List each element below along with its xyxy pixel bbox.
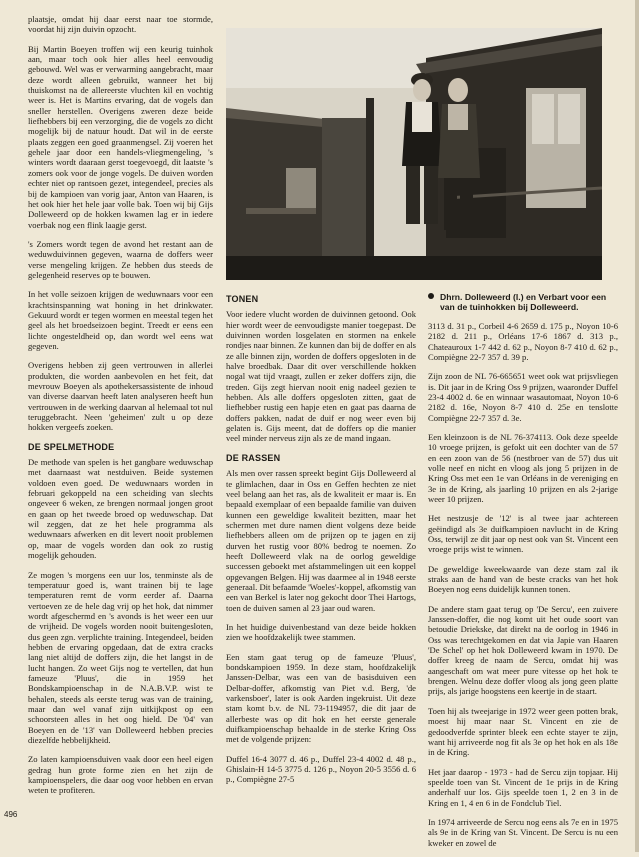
paragraph: De geweldige kweekwaarde van deze stam zal ik straks aan de hand van de beste cracks van het hok Boeyen nog eens duidelijk kunnen tonen. (428, 563, 618, 595)
paragraph: In 1974 arriveerde de Sercu nog eens als 7e en in 1975 als 9e in de Kring van St. Vincent. De Sercu is nu een kweker en zowel de (428, 816, 618, 848)
paragraph: Overigens hebben zij geen vertrouwen in allerlei produkten, die worden aanbevolen en het feit, dat mevrouw Boeyen als apothekersassistente de inhoud van diverse daarvan heeft laten analyseren heeft hun vertrouwen in de werking daarvan al helemaal tot nul teruggebracht. Neen 'geheimen' zult u op deze hokken vergeefs zoeken. (28, 360, 213, 433)
loft-photo-illustration (226, 28, 602, 280)
section-heading-tonen: TONEN (226, 294, 259, 304)
photo-caption-text: Dhrn. Dolleweerd (l.) en Verbart voor een van de tuinhokken bij Dolleweerd. (440, 292, 607, 313)
paragraph: De methode van spelen is het gangbare weduwschap met daarnaast wat nestduiven. Beide systemen voldoen even goed. De weduwnaars worden in februari gekoppeld na een scheiding van slechts ongeveer 6 weken, ze brengen normaal jongen groot en gaan op het tweede broed op weduwschap. Dat wil zeggen, dat ze het hele programma als weduwnaars afwerken en dit levert nooit problemen op, maar de vogels worden dan ook zo rustig mogelijk gehouden. (28, 457, 213, 561)
paragraph: De andere stam gaat terug op 'De Sercu', een zuivere Janssen-doffer, die nog komt uit het oude soort van betoudie Driekske, dat direkt na de oorlog in 1946 in Oss was terechtgekomen en dat via Japie van Haaren 'De Schel' op het hok Dolleweerd kwam in 1970. De doffer kreeg de naam de Sercu, omdat hij was aangeschaft om wat meer pure vitesse op het hok te brengen. Welnu deze doffer vloog als jong geen platte prijs, als jarige hoogstens een keertje in de staart. (428, 603, 618, 697)
page-number: 496 (4, 810, 18, 819)
paragraph: Toen hij als tweejarige in 1972 weer geen potten brak, moest hij maar naar St. Vincent en zie de gedoodverfde sprinter bleek een echte stayer te zijn, want hij arriveerde nog fit als 3e op het hok en als 18e in de Kring. (428, 705, 618, 758)
section-heading-rassen: DE RASSEN (226, 452, 281, 463)
paragraph: Duffel 16-4 3077 d. 46 p., Duffel 23-4 4002 d. 48 p., Ghislain-H 14-5 3775 d. 126 p., Noyon 20-5 3556 d. 6 p., Compiègne 27-5 (226, 753, 416, 785)
paragraph: Ze mogen 's morgens een uur los, tenminste als de temperatuur goed is, want trainen bij te lage temperaturen remt de vorm eerder af. Daarna vertoeven ze de hele dag vrij op het hok, dat nimmer wordt afgeschermd en 's avonds is het weer een uur de vrijheid. De vogels worden nooit buitengesloten, dus geen zgn. verplichte training. Integendeel, beiden hebben de ervaring opgedaan, dat de extra cracks lang niet altijd de doffers zijn, die het langst in de lucht hangen. Zo weet Gijs nog te vertellen, dat hun fameuze 'Pluus', die in 1959 het Bondskampioenschap in de N.A.B.V.P. wist te behalen, steeds als eerste terug was van de training, maar dan wel vanaf zijn uitkijkpost op een schoorsteen alles in het oog hield. De '04' van Boeyen en de '13' van Dolleweerd hebben precies diezelfde hebbelijkheid. (28, 569, 213, 745)
paragraph: Zijn zoon de NL 76-665651 weet ook wat prijsvliegen is. Dit jaar in de Kring Oss 9 prijzen, waaronder Duffel 23-4 4002 d. 6e en winnaar wasautomaat, Noyon 10-6 2182 d. 16e, Noyon 8-7 410 d. 25e en tenslotte Compiègne 22-7 357 d. 3e. (428, 371, 618, 423)
column-right (428, 292, 618, 857)
paragraph: Bij Martin Boeyen troffen wij een keurig tuinhok aan, maar toch ook hier alles heel eenvoudig gebouwd. Wel was er verwarming aangebracht, maar deze wordt alleen gebruikt, wanneer het bij thuiskomst na de allereerste vluchten kil en vochtig weer is. Het is Martins ervaring, dat de vogels dan sneller herstellen. Overigens zweren deze beide liefhebbers bij een verzorging, die de vogels zo dicht mogelijk bij de natuur houdt. Dat wil in de eerste plaats zeggen een goed graanmengsel. Zij voeren het gehele jaar door een handels-vliegmengeling, 's winters wordt daaraan gerst toegevoegd, dit laatste 's zomers ook voor de jonge vogels. De duiven worden echter niet op rantsoen gezet, integendeel, precies als bij de kampioen van vorig jaar, Anton van Haaren, is het ook hier het hele jaar volle bak. Toen wij bij Gijs Dolleweerd op de hokken kwamen lag er in iedere voerbak nog een flink laagje gerst. (28, 43, 213, 230)
photo-caption (428, 292, 618, 313)
paragraph: Zo laten kampioensduiven vaak door een heel eigen gedrag hun grote forme zien en het zijn de kampioenspelers, die daar oog voor hebben en ervan weten te profiteren. (28, 754, 213, 796)
paragraph: plaatsje, omdat hij daar eerst naar toe stormde, voordat hij zijn duivin opzocht. (28, 14, 213, 35)
bullet-icon (428, 293, 434, 299)
column-middle (226, 292, 416, 794)
paragraph: In het huidige duivenbestand van deze beide hokken zien we hoofdzakelijk twee stammen. (226, 621, 416, 643)
paragraph: Voor iedere vlucht worden de duivinnen getoond. Ook hier wordt weer de eenvoudigste manier toegepast. De duivinnen worden losgelaten en stormen na enkele rondjes naar binnen. Ze kunnen dan bij de doffer en als ze alle binnen zijn, worden de doffers opgesloten in de halve broedbak. Daar dit over verschillende hokken nogal wat tijd vraagt, zullen er zeker doffers zijn, die treden. Gijs zegt hiervan nooit enig nadeel gezien te hebben. Als alle doffers opgesloten zitten, gaat de liefhebber rustig een hapje eten en gaat pas daarna de doffers pakken, nadat de duif er nog weer even bij gelaten is. Gijs meent, dat de doffers op die manier veel minder nerveus zijn als ze de mand ingaan. (226, 309, 416, 444)
paragraph: Het jaar daarop - 1973 - had de Sercu zijn topjaar. Hij speelde toen van St. Vincent de 1e prijs in de Kring anderhalf uur los. Gijs speelde toen 1, 2 en 3 in de Kring en 1, 4 en 6 in de Fondclub Tiel. (428, 766, 618, 808)
paragraph: In het volle seizoen krijgen de weduwnaars voor een krachtsinspanning wat honing in het drinkwater. Gekuurd wordt er tegen wormen en meestal tegen het geel als het broedseizoen begint. Treedt er eens een lichte ongesteldheid op, dan wordt wel eens wat gegeven. (28, 289, 213, 351)
paragraph: 's Zomers wordt tegen de avond het restant aan de weduwduivinnen gegeven, waarna de doffers weer verse mengeling krijgen. Ze hebben dus steeds de gelegenheid reserves op te bouwen. (28, 238, 213, 280)
paragraph: Een stam gaat terug op de fameuze 'Pluus', bondskampioen 1959. In deze stam, hoofdzakelijk Janssen-Delbar, was een van de basisduiven een Delbar-doffer, afkomstig van Piet v.d. Berg, 'de varkensboer', later is ook Aarden ingekruist. Uit deze stam komt b.v. de NL 73-1194957, die dit jaar de allerbeste was op dit hok en het eerste generale duifkampioenschap behaalde in de sterke Kring Oss met de volgende prijzen: (226, 651, 416, 745)
paragraph: Een kleinzoon is de NL 76-374113. Ook deze speelde 10 vroege prijzen, is gefokt uit een dochter van de 57 en een zoon van de 56 (nestbroer van de 57) dus uit volle neef en nicht en vloog als jong 5 prijzen in de Kring Oss met een 1e van Orléans in de vereniging en 3e in de Kring, als jaarling 10 prijzen en als 2-jarige weer 10 prijzen. (428, 431, 618, 504)
column-left (28, 14, 213, 805)
photo-two-men-at-loft (226, 28, 602, 280)
page-edge-divider (635, 0, 639, 852)
section-heading-spelmethode: DE SPELMETHODE (28, 441, 115, 452)
paragraph: Als men over rassen spreekt begint Gijs Dolleweerd al te glimlachen, daar in Oss en Geffen hechten ze niet veel belang aan het ras, als de kwaliteit er maar is. En bepaald exemplaar of een bepaalde familie van duiven kunnen een geweldige kwaliteit bezitten, maar het schermen met dure namen dient volgens deze beide liefhebbers alleen om de prijzen op te jagen en zij durven het rustig voor 80% bedrog te noemen. Zo heeft Dolleweerd vlak na de oorlog geweldige successen geboekt met afstammelingen uit een koppel opgevangen Belgen. Hij was daarmee al in 1948 eerste generaal. Dit befaamde 'Woeles'-koppel, afkomstig van een van Berkel is later nog gekocht door Thei Hartogs, toen de duiven samen al 23 jaar oud waren. (226, 468, 416, 613)
paragraph: Het nestzusje de '12' is al twee jaar achtereen geëindigd als 3e duifkampioen navlucht in de Kring Oss, terwijl ze dit jaar op nest ook van St. Vincent een vroege prijs wist te winnen. (428, 513, 618, 555)
paragraph: 3113 d. 31 p., Corbeil 4-6 2659 d. 175 p., Noyon 10-6 2182 d. 211 p., Orléans 17-6 1867 d. 313 p., Chateauroux 1-7 442 d. 62 p., Noyon 8-7 410 d. 62 p., Compiègne 22-7 357 d. 39 p. (428, 320, 618, 362)
